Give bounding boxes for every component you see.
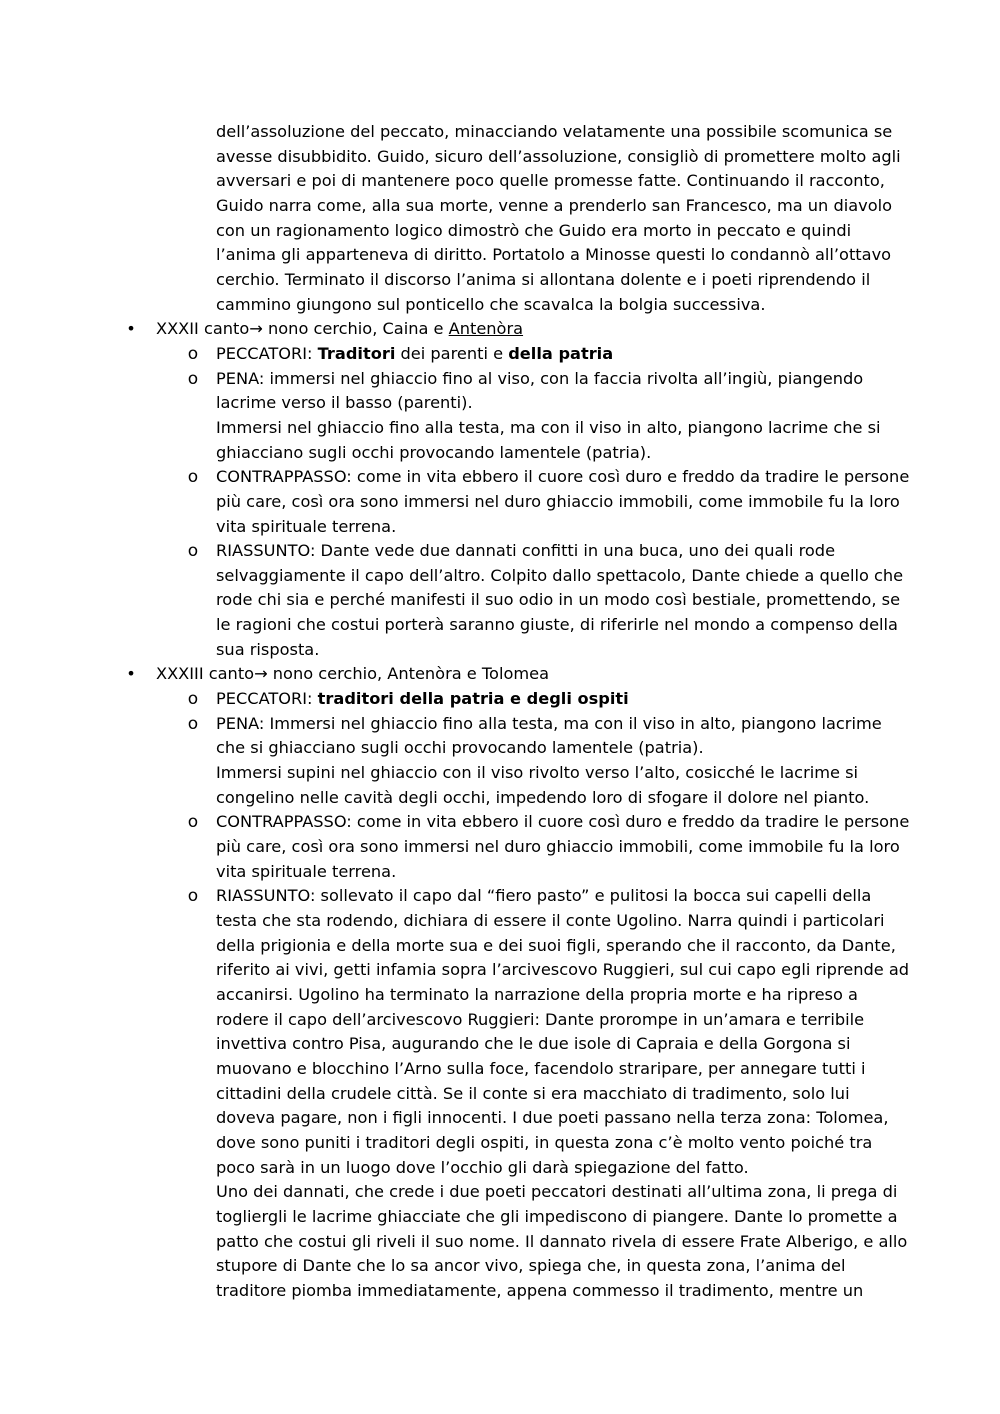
- item-continuation: Immersi nel ghiaccio fino alla testa, ma con il viso in alto, piangono lacrime che si ghiacciano sugli occhi provocando lamentele (patria).: [216, 417, 881, 462]
- list-item-riassunto: [0, 884, 910, 1303]
- circle-bullet-icon: o: [187, 541, 199, 562]
- circle-bullet-icon: o: [187, 343, 199, 364]
- item-bold-text: della patria: [508, 343, 614, 363]
- list-item-pena: [0, 712, 910, 811]
- circle-bullet-icon: o: [187, 467, 199, 488]
- canto-title-underlined: Antenòra: [448, 319, 524, 339]
- item-continuation: Immersi supini nel ghiaccio con il viso rivolto verso l’alto, cosicché le lacrime si congelino nelle cavità degli occhi, impedendo loro di sfogare il dolore nel pianto.: [216, 763, 870, 807]
- circle-bullet-icon: o: [187, 886, 199, 907]
- list-item-peccatori: [0, 687, 910, 712]
- item-bold-text: Traditori: [317, 343, 396, 363]
- item-text: PENA: Immersi nel ghiaccio fino alla testa, ma con il viso in alto, piangono lacrime che si ghiacciano sugli occhi provocando lamentele (patria).: [216, 713, 882, 758]
- item-label: PECCATORI:: [216, 689, 318, 709]
- canto-title: XXXIII canto: [156, 664, 255, 684]
- arrow-icon: →: [249, 319, 263, 339]
- bullet-icon: •: [126, 664, 136, 684]
- item-text: PENA: immersi nel ghiaccio fino al viso, con la faccia rivolta all’ingiù, piangendo lacrime verso il basso (parenti).: [216, 368, 864, 413]
- circle-bullet-icon: o: [187, 368, 199, 389]
- document-body: [0, 120, 1000, 1304]
- intro-paragraph: dell’assoluzione del peccato, minacciando velatamente una possibile scomunica se avesse disubbidito. Guido, sicuro dell’assoluzione, consigliò di promettere molto agli avversari e poi di mantenere poco quelle promesse fatte. Continuando il racconto, Guido narra come, alla sua morte, venne a prenderlo san Francesco, ma un diavolo con un ragionamento logico dimostrò che Guido era morto in peccato e quindi l’anima gli apparteneva di diritto. Portatolo a Minosse questi lo condannò all’ottavo cerchio. Terminato il discorso l’anima si allontana dolente e i poeti riprendendo il cammino giungono sul ponticello che scavalca la bolgia successiva.: [216, 122, 901, 314]
- list-item-peccatori: [0, 342, 910, 367]
- item-label: PECCATORI:: [216, 343, 318, 363]
- item-continuation: Uno dei dannati, che crede i due poeti peccatori destinati all’ultima zona, li prega di togliergli le lacrime ghiacciate che gli impediscono di piangere. Dante lo promette a patto che costui gli riveli il suo nome. Il dannato rivela di essere Frate Alberigo, e allo stupore di Dante che lo sa ancor vivo, spiega che, in questa zona, l’anima del traditore piomba immediatamente, appena commesso il tradimento, mentre un: [216, 1182, 908, 1300]
- list-item-contrappasso: [0, 465, 910, 539]
- arrow-icon: →: [254, 664, 268, 684]
- bullet-icon: •: [126, 319, 136, 339]
- list-item-riassunto: [0, 539, 910, 662]
- item-bold-text: traditori della patria e degli ospiti: [317, 689, 629, 709]
- canto-xxxiii-heading: [0, 662, 1000, 687]
- item-text: CONTRAPPASSO: come in vita ebbero il cuore così duro e freddo da tradire le persone più care, così ora sono immersi nel duro ghiaccio immobili, come immobile fu la loro vita spirituale terrena.: [216, 812, 910, 881]
- canto-xxxii-heading: [0, 317, 1000, 342]
- canto-title-rest: nono cerchio, Antenòra e Tolomea: [267, 664, 549, 684]
- item-text: dei parenti e: [395, 343, 509, 363]
- list-item-pena: [0, 367, 910, 466]
- canto-title: XXXII canto: [156, 319, 250, 339]
- circle-bullet-icon: o: [187, 713, 199, 734]
- circle-bullet-icon: o: [187, 812, 199, 833]
- list-item-contrappasso: [0, 810, 910, 884]
- item-text: RIASSUNTO: Dante vede due dannati confitti in una buca, uno dei quali rode selvaggiamente il capo dell’altro. Colpito dallo spettacolo, Dante chiede a quello che rode chi sia e perché manifesti il suo odio in un modo così bestiale, promettendo, se le ragioni che costui porterà saranno giuste, di riferirle nel mondo a compenso della sua risposta.: [216, 541, 904, 659]
- item-text: CONTRAPPASSO: come in vita ebbero il cuore così duro e freddo da tradire le persone più care, così ora sono immersi nel duro ghiaccio immobili, come immobile fu la loro vita spirituale terrena.: [216, 467, 910, 536]
- item-text: RIASSUNTO: sollevato il capo dal “fiero pasto” e pulitosi la bocca sui capelli della testa che sta rodendo, dichiara di essere il conte Ugolino. Narra quindi i particolari della prigionia e della morte sua e dei suoi figli, sperando che il racconto, da Dante, riferito ai vivi, getti infamia sopra l’arcivescovo Ruggieri, sul cui capo egli riprende ad accanirsi. Ugolino ha terminato la narrazione della propria morte e ha ripreso a rodere il capo dell’arcivescovo Ruggieri: Dante prorompe in un’amara e terribile invettiva contro Pisa, augurando che le due isole di Capraia e della Gorgona si muovano e blocchino l’Arno sulla foce, facendolo straripare, per annegare tutti i cittadini della crudele città. Se il conte si era macchiato di tradimento, solo lui doveva pagare, non i figli innocenti. I due poeti passano nella terza zona: Tolomea, dove sono puniti i traditori degli ospiti, in questa zona c’è molto vento poiché tra poco sarà in un luogo dove l’occhio gli darà spiegazione del fatto.: [216, 886, 910, 1177]
- circle-bullet-icon: o: [187, 689, 199, 710]
- canto-title-rest: nono cerchio, Caina e: [262, 319, 449, 339]
